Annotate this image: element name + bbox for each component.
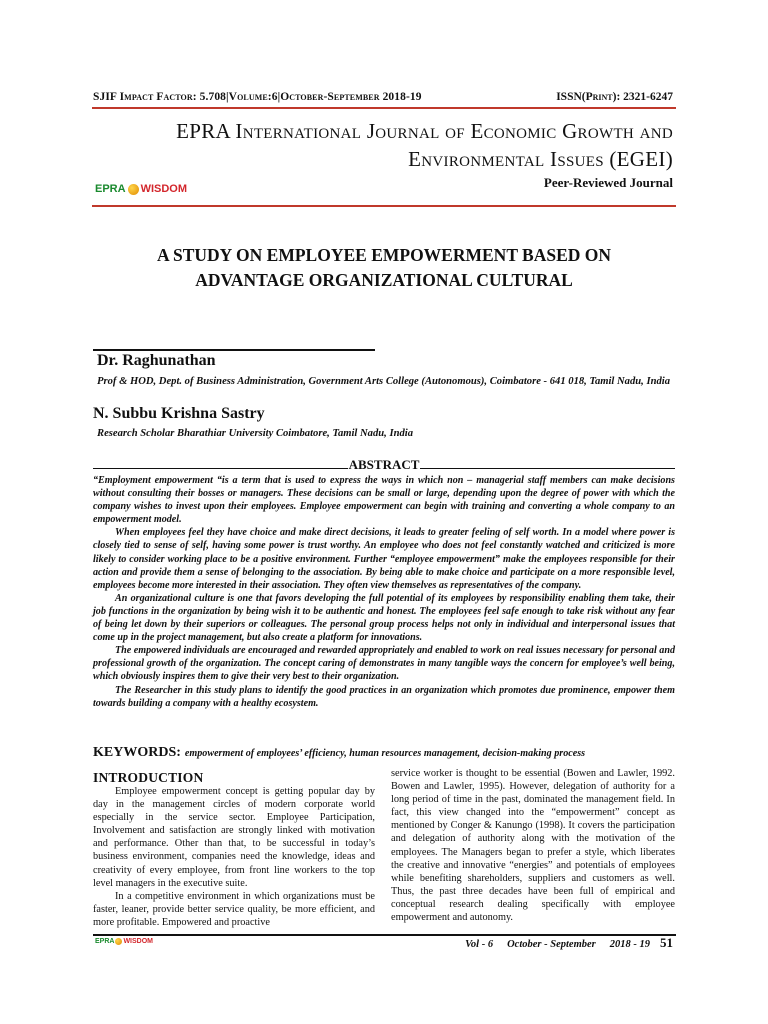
body-paragraph: In a competitive environment in which organizations must be faster, leaner, provide better service quality, be more efficient, and more profitable. Empowered and proactive — [93, 890, 375, 928]
logo-text-right: WISDOM — [140, 183, 188, 195]
keywords — [93, 743, 675, 761]
globe-icon — [115, 938, 122, 945]
logo-text-left: EPRA — [95, 938, 115, 945]
abstract-paragraph: The empowered individuals are encouraged and rewarded appropriately and enabled to work on real issues necessary for personal and professional growth of the organization. The concept caring of demonstrates in many tangible ways the concern for employee’s well being, which obviously inspires them to give their very best to their organization. — [93, 645, 675, 683]
abstract-paragraph: The Researcher in this study plans to identify the good practices in an organization which promotes due prominence, empower them towards building a company with a healthy ecosystem. — [93, 684, 675, 709]
abstract-body — [93, 474, 675, 710]
header-bottom-rule — [92, 205, 676, 207]
paper-title — [92, 243, 676, 293]
right-column — [391, 767, 675, 924]
page-number: 51 — [660, 935, 673, 950]
keywords-value: empowerment of employees’ efficiency, human resources management, decision-making process — [184, 748, 586, 759]
author-name: Dr. Raghunathan — [97, 352, 216, 369]
journal-title-line1: EPRA International Journal of Economic Growth and — [176, 119, 673, 143]
footer-volume: Vol - 6 — [465, 939, 494, 950]
abstract-heading-row — [93, 458, 675, 472]
introduction-heading: INTRODUCTION — [93, 770, 204, 785]
author-affiliation: Prof & HOD, Dept. of Business Administration, Government Arts College (Autonomous), Coimbatore - 641 018, Tamil Nadu, India — [97, 376, 671, 387]
peer-reviewed-label: Peer-Reviewed Journal — [543, 175, 673, 190]
abstract-heading: ABSTRACT — [348, 457, 420, 472]
footer-period: October - September — [507, 939, 596, 950]
footer-info — [465, 935, 673, 951]
journal-title-line2: Environmental Issues (EGEI) — [408, 147, 673, 171]
header-issn: ISSN(Print): 2321-6247 — [556, 91, 673, 103]
header-top-rule — [92, 107, 676, 109]
paper-title-line2: ADVANTAGE ORGANIZATIONAL CULTURAL — [195, 270, 573, 290]
header-impact-volume: SJIF Impact Factor: 5.708|Volume:6|October-September 2018-19 — [93, 91, 422, 103]
abstract-rule-right — [420, 468, 675, 469]
body-paragraph: service worker is thought to be essential (Bowen and Lawler, 1992. Bowen and Lawler, 1995). However, delegation of authority for a long period of time in the past, dominated the management field. In fact, this view changed into the “empowerment” concept as mentioned by Conger & Kanungo (1998). It covers the participation and delegation of authority along with the motivation of the employees. The Managers began to prefer a style, which liberates the creative and innovative “energies” and potentials of employees while benefiting shareholders, suppliers and customers as well. Thus, the past three decades have been full of empirical and conceptual research dealing specifically with employee empowerment and autonomy. — [391, 768, 675, 924]
keywords-label: KEYWORDS: — [93, 745, 181, 760]
epra-wisdom-footer-logo — [95, 938, 153, 945]
abstract-paragraph: “Employment empowerment “is a term that is used to express the ways in which non – managerial staff members can make decisions without consulting their bosses or managers. These decisions can be small or large, depending upon the degree of power with which the company wishes to invest upon their employees. Employee empowerment can begin with training and converting a whole company to an empowerment model. — [93, 475, 675, 526]
author-divider — [93, 349, 375, 351]
body-paragraph: Employee empowerment concept is getting popular day by day in the management circles of modern corporate world especially in the service sector. Employee Participation, Involvement and satisfaction are strongly linked with motivation and performance. Other than that, to be successful in today’s business environment, companies need the knowledge, ideas and creativity of every employee, from front line workers to the top level managers in the executive suite. — [93, 786, 375, 889]
left-column — [93, 785, 375, 929]
logo-text-right: WISDOM — [123, 938, 154, 945]
abstract-paragraph: When employees feel they have choice and make direct decisions, it leads to greater feeling of self worth. In a model where power is closely tied to sense of self, having some power is trust worthy. An employee who does not feel constantly watched and criticized is more likely to consider working place to be a positive environment. Further “employee empowerment” make the employees responsible for their action and provide them a sense of belonging to the association. By being able to make choice and participate on a more responsible level, employees become more interested in their association. They often view themselves as representatives of the company. — [93, 527, 675, 591]
logo-text-left: EPRA — [95, 183, 126, 195]
abstract-paragraph: An organizational culture is one that favors developing the full potential of its employees by responsibility enabling them take, their job functions in the organization by being wish it to be authentic and honest. The employees feel safe enough to take risk without any fear of being let down by their superiors or colleagues. The personal group process helps not only in individual and interpersonal issues that come up in the project management, but also create a platform for innovations. — [93, 592, 675, 644]
paper-title-line1: A STUDY ON EMPLOYEE EMPOWERMENT BASED ON — [156, 245, 612, 265]
epra-wisdom-logo — [95, 183, 187, 195]
footer-year: 2018 - 19 — [609, 939, 650, 950]
abstract-rule-left — [93, 468, 348, 469]
author-affiliation: Research Scholar Bharathiar University Coimbatore, Tamil Nadu, India — [97, 428, 413, 439]
globe-icon — [128, 184, 139, 195]
author-name: N. Subbu Krishna Sastry — [93, 405, 265, 422]
